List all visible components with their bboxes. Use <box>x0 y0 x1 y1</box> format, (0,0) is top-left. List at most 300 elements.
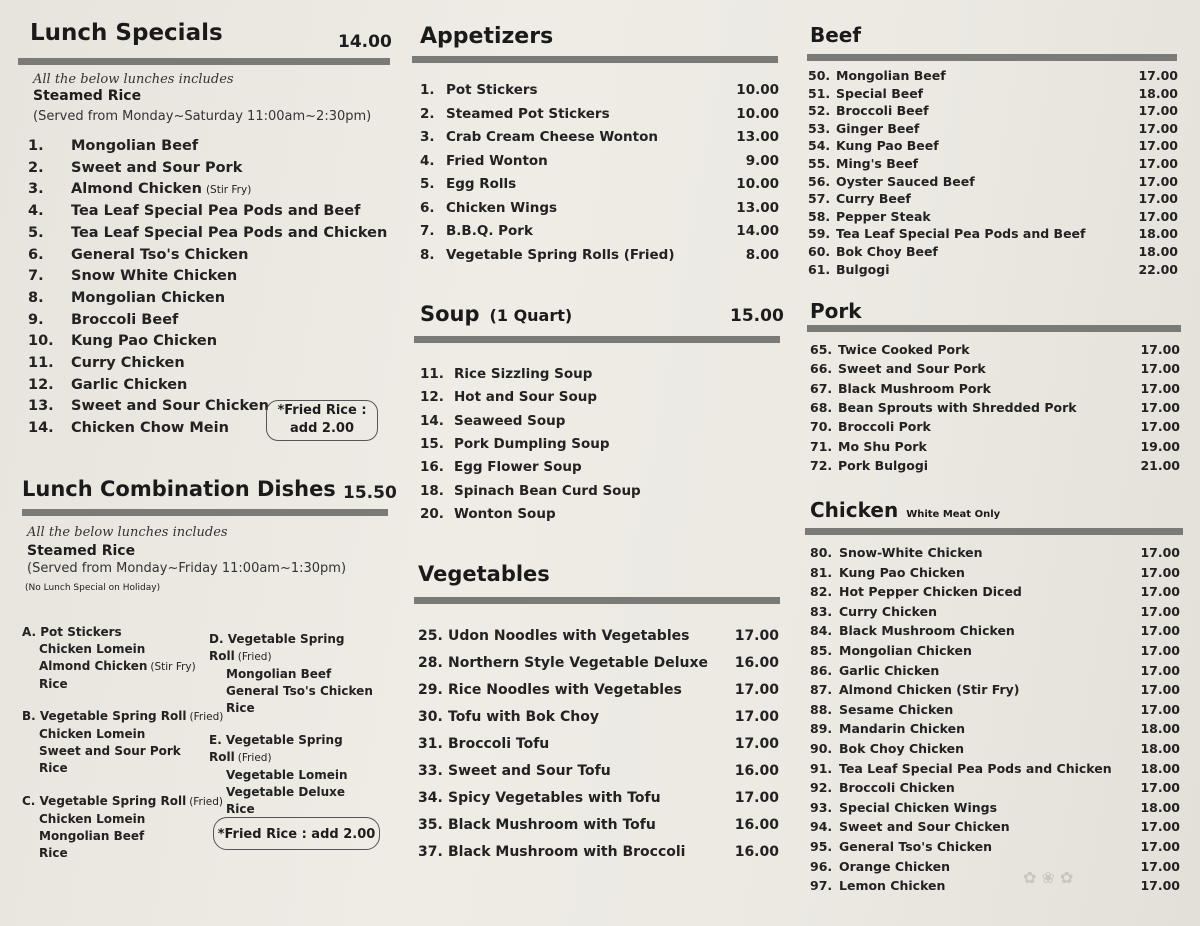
item-number: 71. <box>810 438 833 454</box>
item-name-text: Orange Chicken <box>839 858 951 874</box>
combo-line-text: Sweet and Sour Pork <box>39 744 181 758</box>
item-price: 18.00 <box>1140 741 1180 756</box>
combo-line-text: Chicken Lomein <box>39 812 146 826</box>
item-name <box>71 181 251 197</box>
item-name-text: Pork Bulgogi <box>838 457 929 473</box>
item-name-text: Curry Beef <box>836 191 911 207</box>
item-name <box>839 800 997 815</box>
lunch-specials-title: Lunch Specials <box>30 20 223 46</box>
item-name <box>446 129 658 145</box>
fried-rice-line2: add 2.00 <box>290 421 354 436</box>
item-name <box>448 655 708 671</box>
item-name <box>839 878 945 893</box>
item-name-text: Hot and Sour Soup <box>454 389 598 406</box>
combo-line-text: Rice <box>39 677 68 691</box>
item-price: 17.00 <box>1140 564 1180 580</box>
item-name-text: Rice Noodles with Vegetables <box>448 682 682 698</box>
item-number: 53. <box>808 120 831 136</box>
section-divider <box>412 56 778 63</box>
item-name-text: Broccoli Beef <box>836 103 929 119</box>
item-name-text: Black Mushroom Chicken <box>839 623 1015 639</box>
item-name-text: Special Beef <box>836 85 924 101</box>
item-name-text: Almond Chicken (Stir Fry) <box>839 682 1020 698</box>
item-price: 17.00 <box>1138 156 1178 171</box>
item-name <box>839 780 955 795</box>
item-number: 30. <box>418 709 443 725</box>
item-price: 17.00 <box>1138 208 1178 224</box>
item-name <box>839 702 953 717</box>
appetizers-title: Appetizers <box>420 24 554 49</box>
item-price: 17.00 <box>1140 701 1180 717</box>
item-name <box>454 459 582 475</box>
menu-item-row <box>810 361 1180 381</box>
item-number: 51. <box>808 85 831 101</box>
menu-item-row <box>810 400 1180 420</box>
item-number: 88. <box>810 701 833 717</box>
combo-line-note: (Stir Fry) <box>150 661 196 673</box>
item-name <box>71 225 387 241</box>
soup-title <box>420 302 572 326</box>
item-name <box>836 262 889 277</box>
combo-label-text: C. Vegetable Spring Roll <box>22 794 187 808</box>
item-name <box>839 741 964 756</box>
item-name-text: Snow-White Chicken <box>839 545 983 560</box>
item-name-text: Northern Style Vegetable Deluxe <box>448 655 709 671</box>
item-name-text: Garlic Chicken <box>71 376 188 393</box>
item-number: 52. <box>808 103 831 119</box>
item-number: 14. <box>28 420 54 437</box>
item-name <box>71 203 360 219</box>
item-number: 12. <box>420 389 444 406</box>
lunch-combo-title: Lunch Combination Dishes <box>22 477 336 501</box>
item-number: 13. <box>28 398 54 415</box>
menu-item-row <box>28 181 388 201</box>
lunch-specials-price: 14.00 <box>338 32 392 52</box>
item-name-text: Bok Choy Beef <box>836 244 938 259</box>
item-number: 82. <box>810 584 833 600</box>
item-name <box>838 458 928 473</box>
menu-item-row <box>810 761 1180 781</box>
item-name-text: Vegetable Spring Rolls (Fried) <box>446 246 675 263</box>
item-name-text: Spicy Vegetables with Tofu <box>448 790 661 806</box>
menu-item-row <box>420 106 779 126</box>
item-price: 9.00 <box>745 152 779 169</box>
item-name-text: Broccoli Pork <box>838 419 931 435</box>
item-price: 16.00 <box>734 844 779 860</box>
item-price: 16.00 <box>734 655 779 671</box>
item-name <box>448 682 682 698</box>
combo-line <box>209 801 393 818</box>
combo-label <box>22 793 223 811</box>
item-name <box>446 223 533 239</box>
item-name <box>448 844 685 860</box>
chicken-title <box>810 498 1000 522</box>
section-divider <box>414 336 780 343</box>
vegetables-title: Vegetables <box>418 562 550 586</box>
pork-list <box>810 342 1180 482</box>
item-name-text: Pot Stickers <box>446 82 538 98</box>
item-number: 70. <box>810 419 833 435</box>
item-name-text: Kung Pao Beef <box>836 138 939 154</box>
menu-item-row <box>418 682 779 702</box>
item-name <box>454 506 556 522</box>
item-name <box>839 643 972 658</box>
menu-item-row <box>418 709 779 729</box>
item-number: 95. <box>810 839 833 854</box>
combo-line-text: Vegetable Deluxe <box>226 785 345 799</box>
item-number: 1. <box>420 82 435 98</box>
item-name <box>71 312 178 328</box>
item-price: 17.00 <box>1140 682 1180 698</box>
item-name <box>839 682 1020 697</box>
item-name <box>838 381 991 396</box>
item-price: 17.00 <box>1140 361 1180 377</box>
item-name <box>71 247 248 263</box>
item-name-text: Sesame Chicken <box>839 701 954 717</box>
item-name-text: Snow White Chicken <box>71 268 238 285</box>
combo-item <box>22 708 223 777</box>
item-number: 93. <box>810 799 833 815</box>
item-name-text: Almond Chicken <box>71 181 202 198</box>
item-name-text: Sweet and Sour Chicken <box>71 398 269 415</box>
item-name-text: Black Mushroom Pork <box>838 380 991 396</box>
menu-item-row <box>810 623 1180 643</box>
item-name-text: Tea Leaf Special Pea Pods and Chicken <box>71 224 388 241</box>
combo-line-text: General Tso's Chicken <box>226 684 373 698</box>
item-price: 13.00 <box>736 129 779 145</box>
item-name-text: Tea Leaf Special Pea Pods and Chicken <box>839 760 1112 776</box>
lunch-specials-hours: (Served from Monday~Saturday 11:00am~2:30pm) <box>33 109 372 124</box>
item-price: 17.00 <box>1140 545 1180 560</box>
item-name-text: Oyster Sauced Beef <box>836 173 975 189</box>
menu-item-row <box>810 721 1180 741</box>
item-name-text: Special Chicken Wings <box>839 799 998 815</box>
item-price: 17.00 <box>1140 419 1180 435</box>
item-name-text: Ginger Beef <box>836 120 920 136</box>
item-number: 4. <box>28 203 44 220</box>
item-number: 56. <box>808 173 831 189</box>
item-name <box>71 333 217 349</box>
item-name <box>448 628 689 644</box>
combo-line-text: Chicken Lomein <box>39 642 146 656</box>
lunch-combo-price: 15.50 <box>343 483 397 503</box>
item-name <box>838 400 1077 415</box>
item-name <box>446 247 675 263</box>
item-name <box>454 413 565 429</box>
item-number: 67. <box>810 380 833 396</box>
item-number: 15. <box>420 435 444 452</box>
item-price: 17.00 <box>1140 380 1180 396</box>
combo-line-text: Almond Chicken <box>39 659 148 673</box>
combo-label-note: (Fried) <box>189 711 224 723</box>
menu-item-row <box>810 439 1180 459</box>
item-price: 17.00 <box>1138 138 1178 154</box>
section-divider <box>414 597 780 604</box>
menu-item-row <box>810 419 1180 439</box>
item-name <box>836 174 975 189</box>
item-name <box>836 244 938 259</box>
item-name <box>71 160 242 176</box>
soup-list <box>420 366 779 531</box>
menu-item-row <box>418 763 779 783</box>
item-name-text: Mongolian Chicken <box>71 289 226 306</box>
lunch-specials-note: All the below lunches includes <box>33 72 234 87</box>
item-name-text: Mongolian Beef <box>71 138 199 154</box>
item-name <box>836 86 923 101</box>
item-number: 59. <box>808 226 831 242</box>
item-number: 25. <box>418 628 443 644</box>
menu-item-row <box>28 268 388 288</box>
item-name <box>446 106 610 122</box>
item-number: 57. <box>808 191 831 207</box>
item-price: 10.00 <box>736 176 779 192</box>
item-number: 2. <box>420 105 435 122</box>
item-number: 54. <box>808 138 831 154</box>
item-number: 7. <box>420 223 435 239</box>
menu-item-row <box>418 844 779 864</box>
lunch-combo-hours: (Served from Monday~Friday 11:00am~1:30pm) <box>27 561 347 576</box>
item-name <box>839 565 965 580</box>
item-name <box>839 721 965 736</box>
item-name <box>836 226 1085 241</box>
item-name-text: Sweet and Sour Chicken <box>839 819 1010 835</box>
pork-title: Pork <box>810 299 862 323</box>
item-number: 14. <box>420 412 444 429</box>
item-name-text: Tofu with Bok Choy <box>448 709 599 725</box>
item-price: 17.00 <box>734 682 779 698</box>
menu-item-row <box>28 355 388 375</box>
section-divider <box>807 325 1181 332</box>
item-number: 8. <box>420 246 435 263</box>
menu-item-row <box>810 878 1180 898</box>
item-name <box>71 398 269 414</box>
menu-item-row <box>28 377 388 397</box>
combo-label-note: (Fried) <box>237 651 272 663</box>
menu-item-row <box>28 312 388 332</box>
item-name <box>839 545 983 560</box>
item-price: 13.00 <box>736 199 779 216</box>
item-name <box>448 817 656 833</box>
item-number: 65. <box>810 342 833 357</box>
menu-item-row <box>810 800 1180 820</box>
item-name-text: Mandarin Chicken <box>839 721 965 737</box>
menu-item-row <box>420 366 779 386</box>
menu-item-row <box>420 413 779 433</box>
item-name-text: General Tso's Chicken <box>71 246 249 263</box>
section-divider <box>805 528 1183 535</box>
menu-item-row <box>810 819 1180 839</box>
section-divider <box>18 58 390 65</box>
combo-line-text: Rice <box>39 761 68 775</box>
combo-label-text: A. Pot Stickers <box>22 625 122 639</box>
item-number: 5. <box>28 224 44 241</box>
item-number: 83. <box>810 603 833 619</box>
item-price: 17.00 <box>1140 342 1180 357</box>
item-price: 17.00 <box>1138 120 1178 136</box>
item-name-text: Broccoli Chicken <box>839 780 955 796</box>
item-name <box>446 200 557 216</box>
menu-item-row <box>810 458 1180 478</box>
item-number: 20. <box>420 505 444 522</box>
item-number: 80. <box>810 545 833 560</box>
item-price: 18.00 <box>1140 760 1180 776</box>
menu-item-row <box>810 604 1180 624</box>
item-name <box>454 366 592 382</box>
item-number: 6. <box>28 246 44 263</box>
menu-item-row <box>420 200 779 220</box>
item-number: 12. <box>28 376 54 393</box>
menu-item-row <box>420 247 779 267</box>
item-name-text: Mongolian Chicken <box>839 643 972 658</box>
item-number: 33. <box>418 763 443 779</box>
combo-line-text: Rice <box>226 802 255 816</box>
item-price: 18.00 <box>1140 799 1180 815</box>
item-name-text: Broccoli Tofu <box>448 736 550 752</box>
combo-label-text: E. Vegetable Spring Roll <box>209 733 343 764</box>
item-name-text: Seaweed Soup <box>454 412 566 429</box>
menu-item-row <box>418 628 779 648</box>
menu-item-row <box>418 790 779 810</box>
combo-line <box>22 641 196 658</box>
item-name-text: Lemon Chicken <box>839 878 946 894</box>
item-price: 17.00 <box>1140 858 1180 874</box>
item-number: 87. <box>810 682 833 698</box>
item-number: 55. <box>808 156 831 171</box>
item-number: 3. <box>28 181 44 198</box>
item-number: 2. <box>28 159 44 176</box>
menu-item-row <box>810 741 1180 761</box>
combo-line-text: Rice <box>226 701 255 715</box>
item-name <box>71 138 198 154</box>
item-name-text: Mo Shu Pork <box>838 438 927 454</box>
menu-item-row <box>28 247 388 267</box>
item-name <box>836 156 918 171</box>
menu-item-row <box>420 223 779 243</box>
menu-item-row <box>420 459 779 479</box>
combo-label-note: (Fried) <box>189 796 224 808</box>
item-name <box>839 859 950 874</box>
menu-item-row <box>810 342 1180 362</box>
combo-line <box>209 700 393 717</box>
item-number: 94. <box>810 819 833 835</box>
item-name <box>839 819 1010 834</box>
menu-item-row <box>810 839 1180 859</box>
item-name-text: B.B.Q. Pork <box>446 223 533 239</box>
menu-item-row <box>808 262 1178 282</box>
menu-item-row <box>28 160 388 180</box>
item-price: 18.00 <box>1138 226 1178 242</box>
item-price: 16.00 <box>734 763 779 779</box>
item-number: 4. <box>420 152 435 169</box>
item-note: (Stir Fry) <box>205 184 252 197</box>
item-name <box>446 176 516 192</box>
item-name <box>448 763 611 779</box>
item-price: 17.00 <box>734 628 779 644</box>
item-number: 97. <box>810 878 833 894</box>
combo-item <box>22 624 196 693</box>
chicken-list <box>810 545 1180 905</box>
vegetables-list <box>418 628 779 868</box>
item-number: 61. <box>808 261 831 277</box>
item-name-text: Kung Pao Chicken <box>839 564 965 580</box>
menu-item-row <box>418 736 779 756</box>
item-price: 18.00 <box>1138 85 1178 101</box>
item-name <box>446 153 548 169</box>
combo-line <box>22 811 223 828</box>
menu-item-row <box>420 483 779 503</box>
item-name-text: Chicken Chow Mein <box>71 420 229 437</box>
combo-line <box>22 726 223 743</box>
menu-item-row <box>28 203 388 223</box>
item-price: 17.00 <box>1140 839 1180 854</box>
item-name <box>836 68 946 83</box>
combo-item <box>22 793 223 862</box>
combo-label-text: B. Vegetable Spring Roll <box>22 709 187 723</box>
item-name <box>836 191 911 206</box>
item-name <box>836 103 929 118</box>
item-name-text: Bean Sprouts with Shredded Pork <box>838 399 1077 415</box>
combo-line <box>22 760 223 777</box>
item-name-text: Black Mushroom with Tofu <box>448 817 656 833</box>
combo-line <box>209 683 393 700</box>
combo-label <box>22 708 223 726</box>
combo-line <box>22 845 223 862</box>
item-name <box>454 389 597 405</box>
item-name-text: Egg Rolls <box>446 176 517 192</box>
item-name <box>838 439 927 454</box>
item-number: 28. <box>418 655 443 671</box>
item-name <box>839 584 1022 599</box>
item-price: 18.00 <box>1140 721 1180 737</box>
item-name-text: Hot Pepper Chicken Diced <box>839 584 1022 600</box>
item-name-text: Pork Dumpling Soup <box>454 435 610 452</box>
combo-line <box>22 743 223 760</box>
item-name-text: Bulgogi <box>836 261 890 277</box>
item-number: 18. <box>420 482 444 499</box>
combo-line <box>22 828 223 845</box>
item-name-text: Kung Pao Chicken <box>71 333 218 350</box>
item-price: 17.00 <box>1140 643 1180 658</box>
item-price: 17.00 <box>1140 819 1180 835</box>
combo-item <box>209 732 393 818</box>
item-name <box>448 736 549 752</box>
item-number: 58. <box>808 208 831 224</box>
combo-line <box>209 784 393 801</box>
combo-line-text: Mongolian Beef <box>39 829 145 843</box>
item-name-text: Curry Chicken <box>71 355 185 371</box>
item-price: 10.00 <box>736 82 779 98</box>
item-price: 17.00 <box>734 790 779 806</box>
menu-item-row <box>418 655 779 675</box>
item-number: 35. <box>418 817 443 833</box>
item-name-text: Black Mushroom with Broccoli <box>448 844 686 860</box>
item-name-text: Mongolian Beef <box>836 68 946 83</box>
item-name <box>836 209 931 224</box>
item-name-text: Sweet and Sour Pork <box>838 361 986 377</box>
item-number: 5. <box>420 176 435 192</box>
menu-item-row <box>420 389 779 409</box>
beef-list <box>808 68 1178 283</box>
menu-item-row <box>28 290 388 310</box>
chicken-subtitle: White Meat Only <box>906 509 1001 520</box>
item-name <box>839 604 937 619</box>
combo-label-text: D. Vegetable Spring Roll <box>209 632 345 663</box>
item-name-text: Ming's Beef <box>836 156 919 171</box>
menu-item-row <box>810 643 1180 663</box>
item-number: 85. <box>810 643 833 658</box>
item-name <box>454 483 641 499</box>
item-number: 9. <box>28 311 44 328</box>
